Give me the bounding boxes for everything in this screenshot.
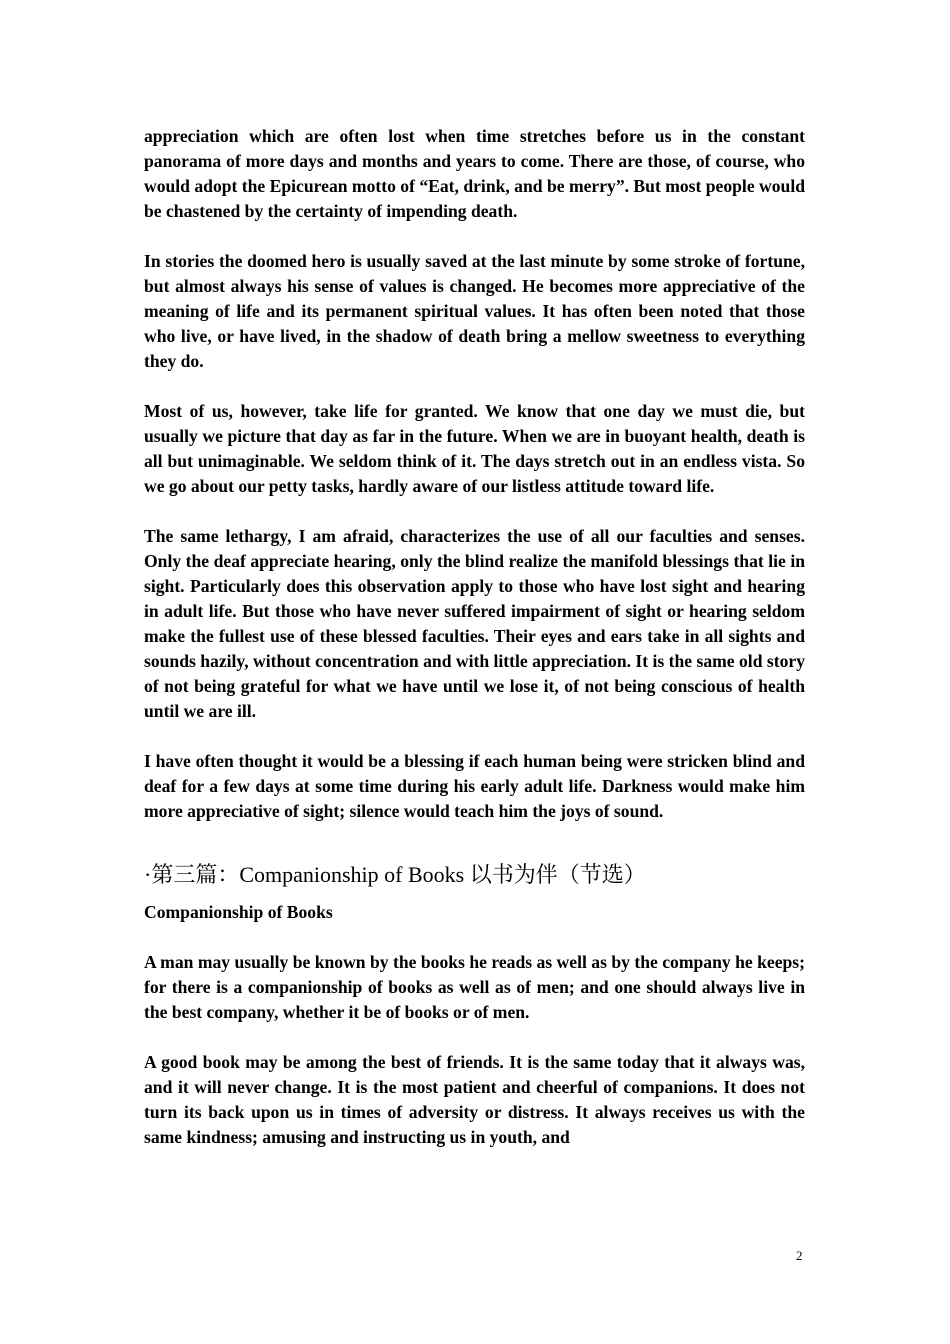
paragraph-appreciation: appreciation which are often lost when time stretches before us in the constant panorama of more days and months and years to come. There are those, of course, who would adopt the Epicurean motto of “Eat, drink, and be merry”. But most people would be chastened by the certainty of impending death. xyxy=(144,126,805,221)
page-number: 2 xyxy=(796,1248,803,1263)
paragraph-lethargy: The same lethargy, I am afraid, characterizes the use of all our faculties and senses. Only the deaf appreciate hearing, only the blind realize the manifold blessings that lie in sight. Particularly does this observation apply to those who have lost sight and hearing in adult life. But those who have never suffered impairment of sight or hearing seldom make the fullest use of these blessed faculties. Their eyes and ears take in all sights and sounds hazily, without concentration and with little appreciation. It is the same old story of not being grateful for what we have until we lose it, of not being conscious of health until we are ill. xyxy=(144,526,805,721)
paragraph-life-for-granted: Most of us, however, take life for granted. We know that one day we must die, but usually we picture that day as far in the future. When we are in buoyant health, death is all but unimaginable. We seldom think of it. The days stretch out in an endless vista. So we go about our petty tasks, hardly aware of our listless attitude toward life. xyxy=(144,401,805,496)
paragraph-known-by-books: A man may usually be known by the books he reads as well as by the company he keeps; for there is a companionship of books as well as of men; and one should always live in the best company, whether it be of books or of men. xyxy=(144,952,805,1022)
page-content xyxy=(144,124,805,1150)
section-subtitle: Companionship of Books xyxy=(144,902,333,922)
paragraph-good-book: A good book may be among the best of friends. It is the same today that it always was, and it will never change. It is the most patient and cheerful of companions. It does not turn its back upon us in times of adversity or distress. It always receives us with the same kindness; amusing and instructing us in youth, and xyxy=(144,1052,805,1147)
paragraph-doomed-hero: In stories the doomed hero is usually saved at the last minute by some stroke of fortune, but almost always his sense of values is changed. He becomes more appreciative of the meaning of life and its permanent spiritual values. It has often been noted that those who live, or have lived, in the shadow of death bring a mellow sweetness to everything they do. xyxy=(144,251,805,371)
section-heading: ·第三篇：Companionship of Books 以书为伴（节选） xyxy=(144,862,646,887)
paragraph-blind-and-deaf: I have often thought it would be a blessing if each human being were stricken blind and deaf for a few days at some time during his early adult life. Darkness would make him more appreciative of sight; silence would teach him the joys of sound. xyxy=(144,751,805,821)
